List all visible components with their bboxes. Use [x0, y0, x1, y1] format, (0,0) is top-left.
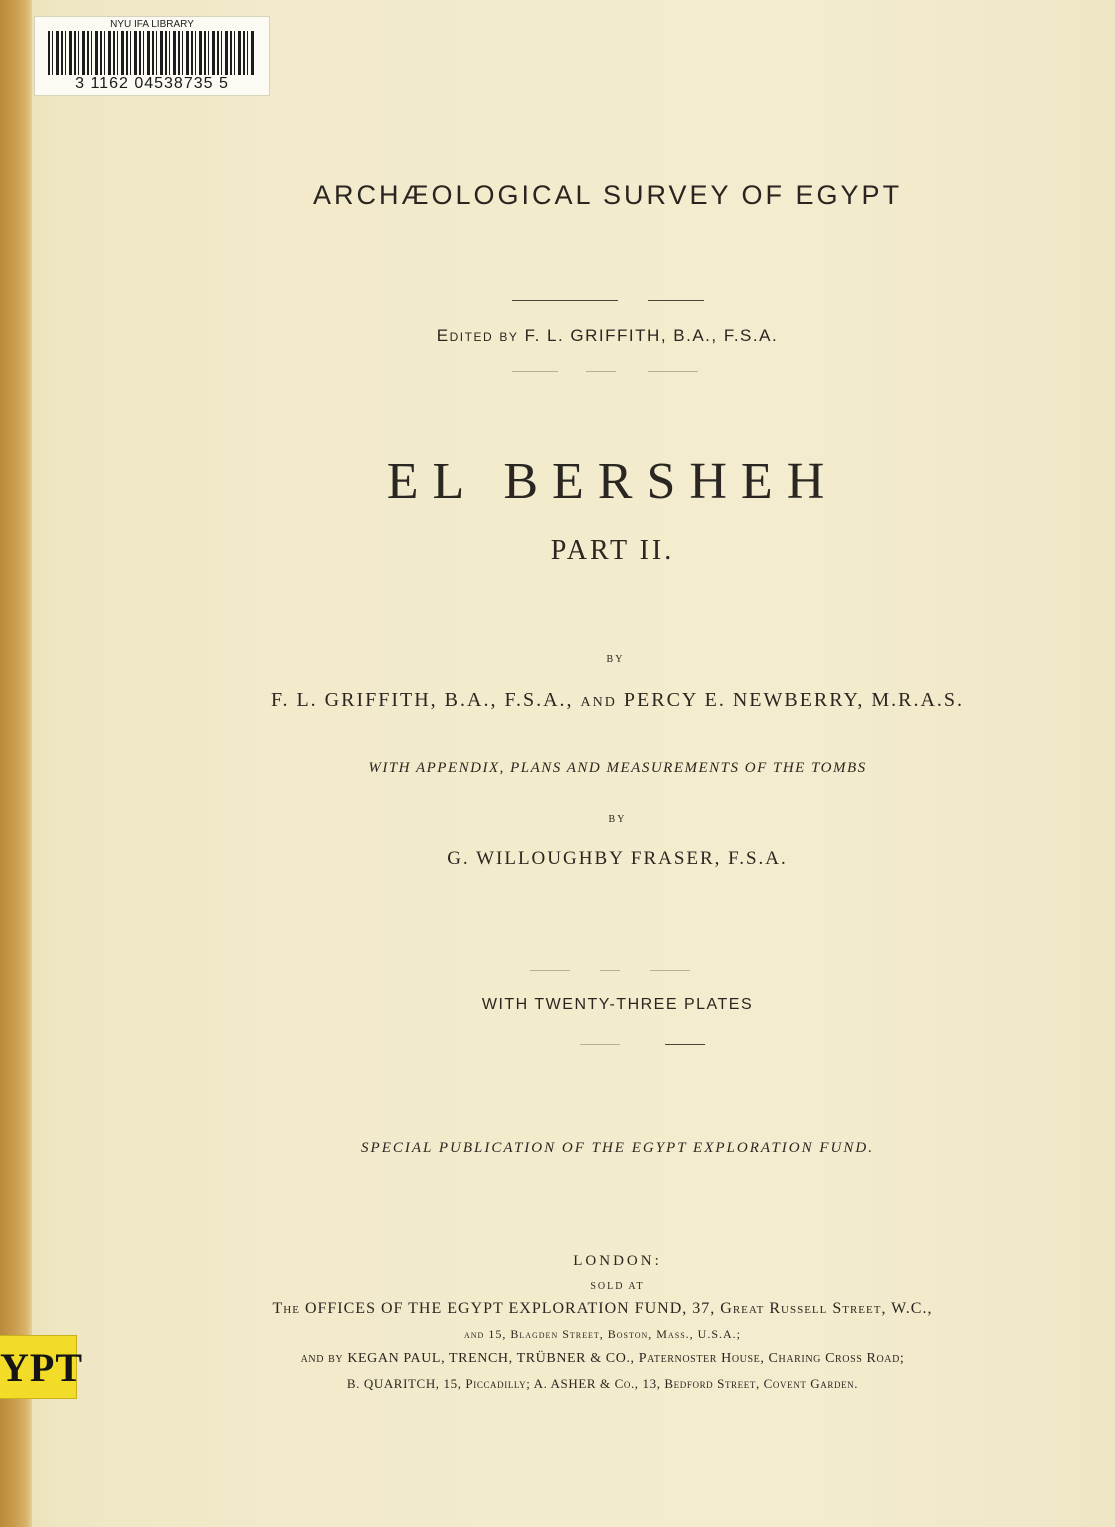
divider: [580, 1044, 620, 1045]
part-number: PART II.: [550, 535, 675, 566]
imprint-sold-at: SOLD AT: [590, 1281, 645, 1292]
appendix-author: G. WILLOUGHBY FRASER, F.S.A.: [447, 848, 788, 869]
divider: [650, 970, 690, 971]
imprint-line-1: The OFFICES OF THE EGYPT EXPLORATION FUND, 37, Great Russell Street, W.C.,: [272, 1300, 933, 1317]
book-spine-edge: [0, 0, 32, 1527]
publication-line: SPECIAL PUBLICATION OF THE EGYPT EXPLORATION FUND.: [361, 1140, 874, 1156]
by-label-2: BY: [608, 814, 627, 825]
imprint-line-3: and by KEGAN PAUL, TRENCH, TRÜBNER & CO., Paternoster House, Charing Cross Road;: [300, 1351, 905, 1366]
plates-line: WITH TWENTY-THREE PLATES: [481, 996, 754, 1013]
divider: [530, 970, 570, 971]
divider: [512, 300, 618, 301]
imprint-line-2: and 15, Blagden Street, Boston, Mass., U.S.A.;: [464, 1327, 741, 1341]
by-label: BY: [606, 654, 625, 665]
barcode-number: 3 1162 04538735 5: [75, 75, 229, 92]
barcode-library-name: NYU IFA LIBRARY: [110, 19, 194, 30]
divider: [665, 1044, 705, 1045]
divider: [512, 371, 558, 372]
divider: [600, 970, 620, 971]
authors-line: [60, 689, 1115, 712]
authors-text: F. L. GRIFFITH, B.A., F.S.A., and PERCY E. NEWBERRY, M.R.A.S.: [270, 689, 965, 711]
imprint-line-4: B. QUARITCH, 15, Piccadilly; A. ASHER & Co., 13, Bedford Street, Covent Garden.: [346, 1376, 859, 1391]
divider: [586, 371, 616, 372]
library-barcode-label: [34, 16, 270, 96]
divider: [648, 300, 704, 301]
barcode-icon: [48, 31, 256, 75]
series-title: ARCHÆOLOGICAL SURVEY OF EGYPT: [312, 180, 903, 210]
divider: [648, 371, 698, 372]
imprint-city: LONDON:: [573, 1253, 662, 1269]
edited-by-line: Edited by F. L. GRIFFITH, B.A., F.S.A.: [436, 326, 779, 345]
appendix-line: WITH APPENDIX, PLANS AND MEASUREMENTS OF THE TOMBS: [368, 760, 867, 776]
book-title: EL BERSHEH: [386, 453, 839, 510]
shelf-sticker-text: YPT: [0, 1345, 83, 1390]
